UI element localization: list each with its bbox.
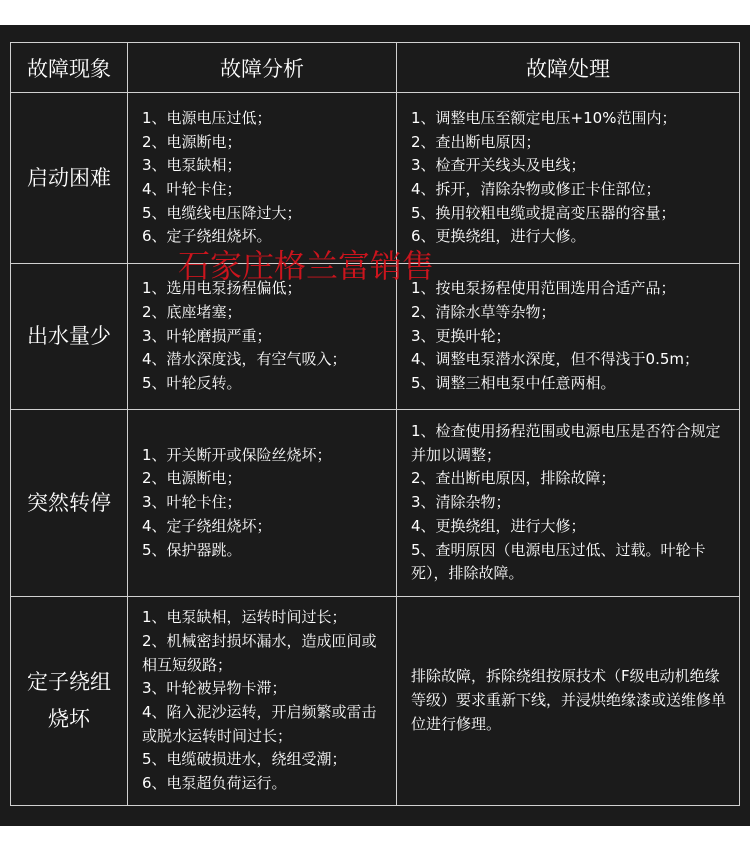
analysis-cell bbox=[128, 410, 397, 597]
solution-cell bbox=[397, 410, 740, 597]
analysis-cell bbox=[128, 264, 397, 410]
analysis-cell bbox=[128, 597, 397, 806]
analysis-cell bbox=[128, 93, 397, 264]
solution-item: 3、清除杂物； bbox=[411, 493, 511, 512]
analysis-item: 3、叶轮卡住； bbox=[142, 493, 242, 512]
analysis-item: 1、开关断开或保险丝烧坏； bbox=[142, 445, 332, 464]
analysis-item: 2、电源断电； bbox=[142, 469, 242, 488]
phenomenon-cell: 启动困难 bbox=[11, 93, 128, 264]
fault-table bbox=[10, 42, 740, 806]
analysis-item: 2、底座堵塞； bbox=[142, 302, 242, 321]
table-row bbox=[11, 597, 740, 806]
analysis-item: 4、定子绕组烧坏； bbox=[142, 516, 272, 535]
analysis-item: 4、潜水深度浅，有空气吸入； bbox=[142, 350, 347, 369]
analysis-item: 5、保护器跳。 bbox=[142, 540, 242, 559]
analysis-item: 5、电缆线电压降过大； bbox=[142, 203, 302, 222]
analysis-item: 1、电源电压过低； bbox=[142, 108, 272, 127]
watermark-text: 石家庄格兰富销售 bbox=[178, 247, 435, 285]
analysis-item: 3、叶轮磨损严重； bbox=[142, 326, 272, 345]
solution-cell bbox=[397, 264, 740, 410]
solution-item: 4、拆开，清除杂物或修正卡住部位； bbox=[411, 180, 661, 198]
phenomenon-cell: 定子绕组 烧坏 bbox=[11, 597, 128, 806]
solution-item: 5、调整三相电泵中任意两相。 bbox=[411, 374, 616, 393]
solution-item: 4、调整电泵潜水深度，但不得浅于0.5m； bbox=[411, 350, 700, 369]
header-analysis: 故障分析 bbox=[128, 43, 397, 93]
solution-item: 3、更换叶轮； bbox=[411, 326, 511, 345]
analysis-item: 3、电泵缺相； bbox=[142, 156, 242, 175]
solution-cell bbox=[397, 597, 740, 806]
solution-item: 3、检查开关线头及电线； bbox=[411, 156, 586, 175]
analysis-item: 1、电泵缺相，运转时间过长； bbox=[142, 608, 347, 627]
table-row bbox=[11, 93, 740, 264]
analysis-item: 2、电源断电； bbox=[142, 132, 242, 151]
solution-item: 2、清除水草等杂物； bbox=[411, 302, 556, 321]
analysis-item: 6、定子绕组烧坏。 bbox=[142, 227, 272, 246]
solution-item: 5、查明原因（电源电压过低、过载。叶轮卡死），排除故障。 bbox=[411, 540, 706, 583]
phenomenon-cell: 突然转停 bbox=[11, 410, 128, 597]
table-row bbox=[11, 264, 740, 410]
phenomenon-cell: 出水量少 bbox=[11, 264, 128, 410]
solution-cell bbox=[397, 93, 740, 264]
table-row bbox=[11, 410, 740, 597]
analysis-item: 3、叶轮被异物卡滞； bbox=[142, 679, 287, 698]
content-panel bbox=[0, 25, 750, 826]
solution-item: 排除故障，拆除绕组按原技术（F级电动机绝缘等级）要求重新下线，并浸烘绝缘漆或送维修单位进行修理。 bbox=[411, 667, 727, 733]
solution-item: 1、调整电压至额定电压+10%范围内； bbox=[411, 108, 677, 127]
analysis-item: 4、陷入泥沙运转，开启频繁或雷击或脱水运转时间过长； bbox=[142, 703, 377, 745]
header-solution: 故障处理 bbox=[397, 43, 740, 93]
table-header-row bbox=[11, 43, 740, 93]
solution-item: 1、按电泵扬程使用范围选用合适产品； bbox=[411, 279, 676, 298]
solution-item: 2、查出断电原因； bbox=[411, 132, 541, 151]
analysis-item: 5、电缆破损进水，绕组受潮； bbox=[142, 750, 347, 769]
solution-item: 1、检查使用扬程范围或电源电压是否符合规定并加以调整； bbox=[411, 422, 721, 464]
analysis-item: 1、选用电泵扬程偏低； bbox=[142, 279, 302, 298]
analysis-item: 4、叶轮卡住； bbox=[142, 180, 242, 198]
analysis-item: 6、电泵超负荷运行。 bbox=[142, 774, 287, 793]
header-phenomenon: 故障现象 bbox=[11, 43, 128, 93]
analysis-item: 5、叶轮反转。 bbox=[142, 374, 242, 393]
solution-item: 4、更换绕组，进行大修； bbox=[411, 516, 586, 535]
analysis-item: 2、机械密封损坏漏水，造成匝间或相互短级路； bbox=[142, 631, 377, 674]
solution-item: 6、更换绕组，进行大修。 bbox=[411, 227, 586, 246]
solution-item: 5、换用较粗电缆或提高变压器的容量； bbox=[411, 203, 676, 222]
solution-item: 2、查出断电原因，排除故障； bbox=[411, 469, 616, 488]
